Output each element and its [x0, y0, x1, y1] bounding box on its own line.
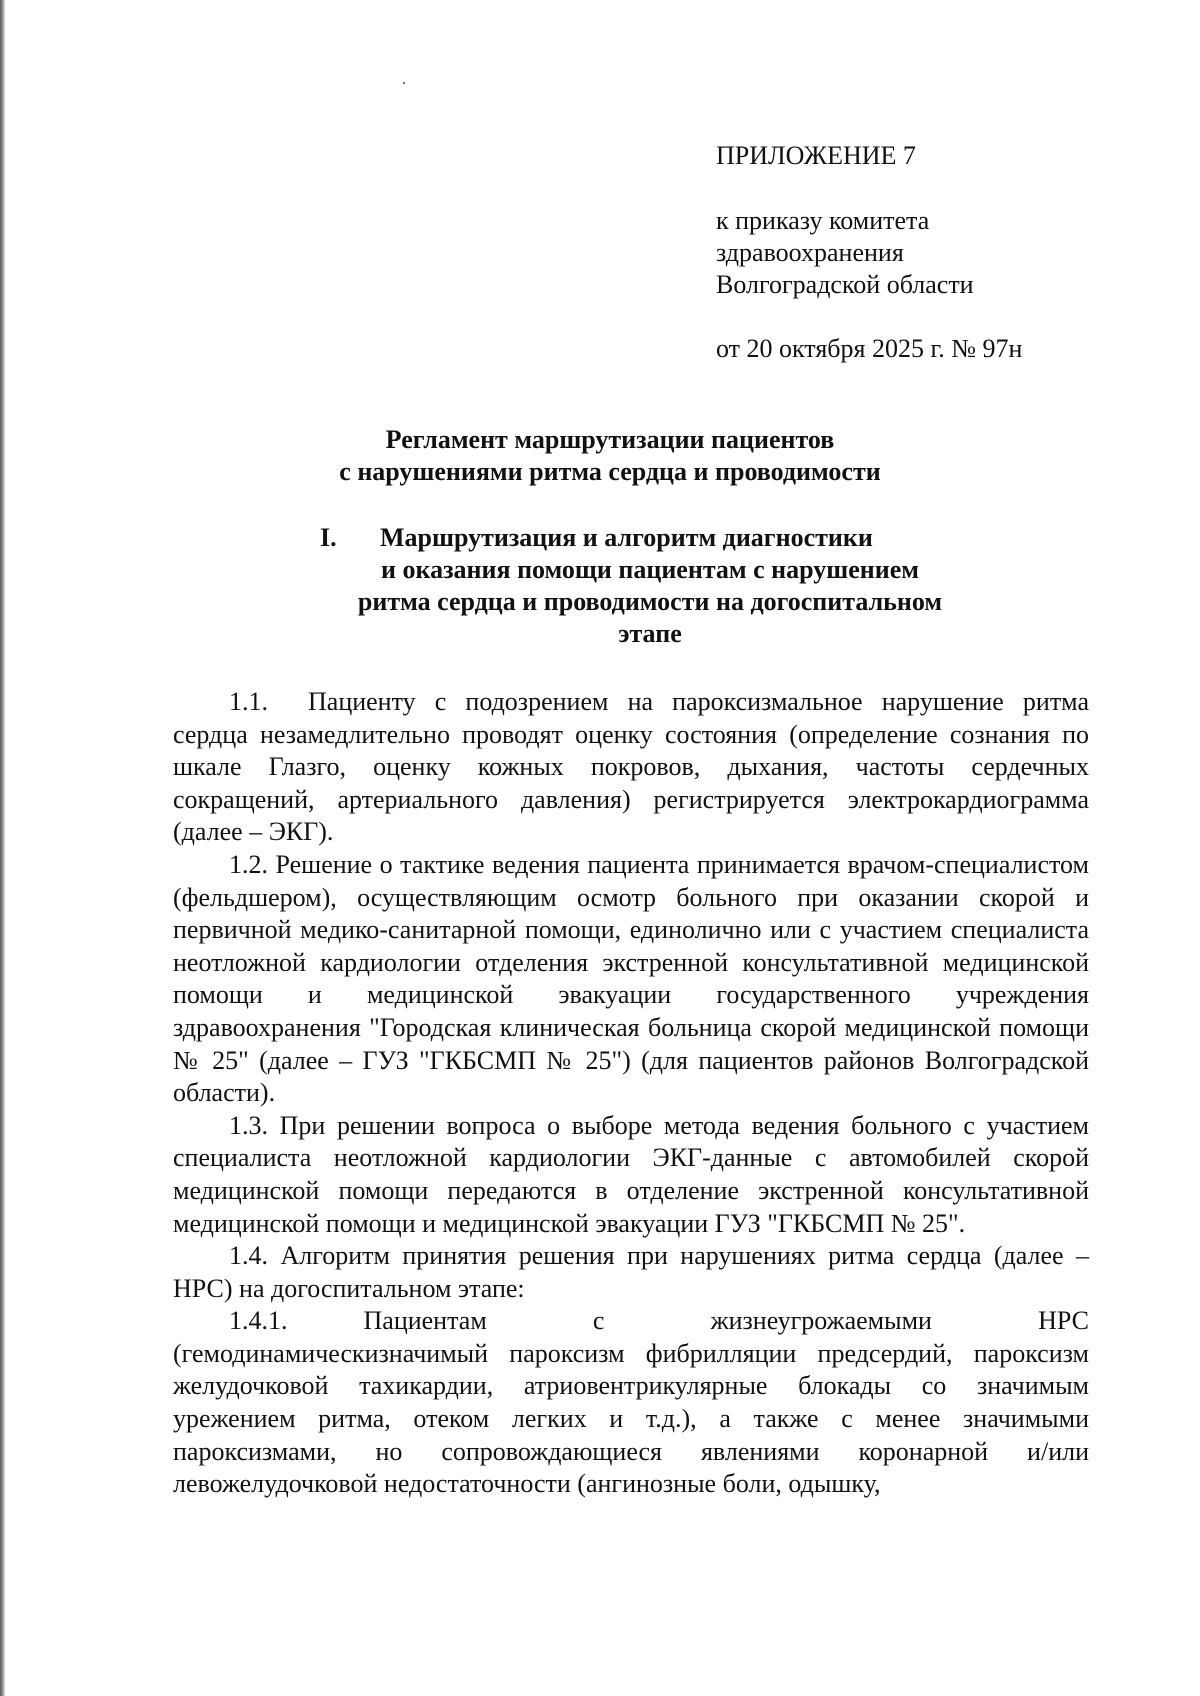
body-text — [173, 686, 1089, 1501]
section-heading-line: Маршрутизация и алгоритм диагностики — [380, 523, 873, 552]
paragraph-number: 1.4. — [229, 1241, 268, 1271]
paragraph-text: При решении вопроса о выборе метода ведения больного с участием специалиста неотложной кардиологии ЭКГ-данные с автомобилей скорой медицинской помощи передаются в отделение экстренной консультативной медицинской помощи и медицинской эвакуации ГУЗ "ГКБСМП № 25". — [173, 1110, 1089, 1238]
section-heading-line: этапе — [618, 619, 682, 648]
paragraph-text: Пациентам с жизнеугрожаемыми НРС (гемодинамическизначимый пароксизм фибрилляции предсердий, пароксизм желудочковой тахикардии, атриовентрикулярные блокады со значимым урежением ритма, отеком легких и т.д.), а также с менее значимыми пароксизмами, но сопровождающиеся явлениями коронарной и/или левожелудочковой недостаточности (ангинозные боли, одышку, — [173, 1306, 1089, 1499]
section-heading-line: ритма сердца и проводимости на догоспитальном — [357, 587, 943, 616]
appendix-date: от 20 октября 2025 г. № 97н — [716, 334, 1023, 363]
paragraph-text: Алгоритм принятия решения при нарушениях ритма сердца (далее – НРС) на догоспитальном этапе: — [173, 1241, 1090, 1303]
paragraph-text: Решение о тактике ведения пациента принимается врачом-специалистом (фельдшером), осуществляющим осмотр больного при оказании скорой и первичной медико-санитарной помощи, единолично или с участием специалиста неотложной кардиологии отделения экстренной консультативной медицинской помощи и медицинской эвакуации государственного учреждения здравоохранения "Городская клиническая больница скорой медицинской помощи № 25" (далее – ГУЗ "ГКБСМП № 25") (для пациентов районов Волгоградской области). — [173, 849, 1089, 1108]
section-heading-line: и оказания помощи пациентам с нарушением — [381, 555, 919, 584]
paragraph-number: 1.3. — [229, 1110, 268, 1140]
scan-speck — [403, 82, 405, 84]
paragraph-1-2 — [173, 849, 1089, 1110]
document-title — [270, 424, 950, 488]
paragraph-1-3 — [173, 1110, 1089, 1240]
section-number: I. — [320, 523, 337, 552]
appendix-line: к приказу комитета — [716, 206, 930, 235]
paragraph-number: 1.2. — [229, 849, 268, 879]
appendix-line: Волгоградской области — [716, 270, 974, 299]
paragraph-1-4 — [173, 1240, 1089, 1305]
paragraph-number: 1.4.1. — [229, 1306, 288, 1336]
appendix-line: здравоохранения — [716, 238, 904, 267]
paragraph-1-4-1 — [173, 1305, 1089, 1501]
scan-edge — [0, 0, 5, 1696]
paragraph-1-1 — [173, 686, 1089, 849]
paragraph-number: 1.1. — [229, 687, 268, 716]
paragraph-text: Пациенту с подозрением на пароксизмальное нарушение ритма сердца незамедлительно проводят оценку состояния (определение сознания по шкале Глазго, оценку кожных покровов, дыхания, частоты сердечных сокращений, артериального давления) регистрируется электрокардиограмма (далее – ЭКГ). — [173, 687, 1089, 847]
document-title-line: Регламент маршрутизации пациентов — [385, 425, 835, 454]
appendix-title: ПРИЛОЖЕНИЕ 7 — [716, 141, 916, 170]
document-title-line: с нарушениями ритма сердца и проводимости — [339, 457, 881, 486]
